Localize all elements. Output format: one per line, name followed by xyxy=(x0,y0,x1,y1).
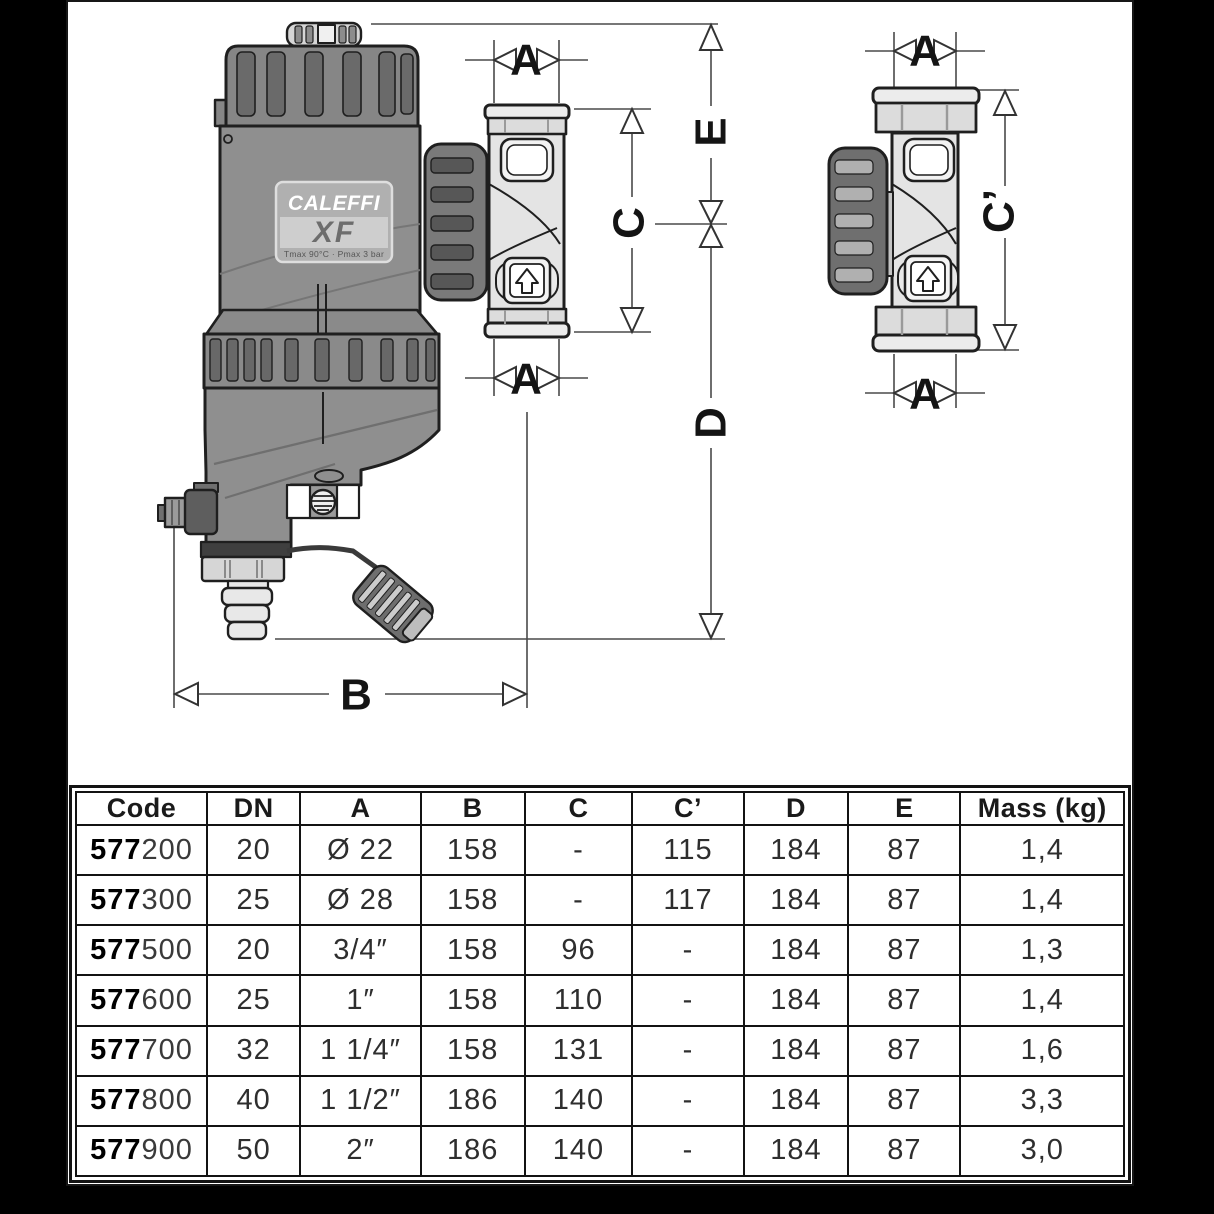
dim-label-d: D xyxy=(686,407,736,439)
code-suffix: 700 xyxy=(141,1034,193,1067)
value-cell: - xyxy=(632,1026,743,1076)
dim-label-a2-top: A xyxy=(909,26,941,76)
value-cell: 186 xyxy=(421,1126,525,1176)
value-cell: 184 xyxy=(744,875,849,925)
value-cell: 20 xyxy=(207,925,300,975)
fitting-side-view xyxy=(829,88,979,351)
technical-drawing xyxy=(68,2,1132,785)
product-label xyxy=(276,182,392,262)
column-header: C’ xyxy=(632,792,743,825)
dim-label-a-top: A xyxy=(510,35,542,85)
code-cell xyxy=(76,1076,207,1126)
value-cell: 1 1/4″ xyxy=(300,1026,421,1076)
table-row xyxy=(76,1126,1124,1176)
code-prefix: 577 xyxy=(90,1084,142,1117)
code-prefix: 577 xyxy=(90,933,142,966)
table-row xyxy=(76,925,1124,975)
value-cell: 117 xyxy=(632,875,743,925)
value-cell: 1,4 xyxy=(960,825,1124,875)
value-cell: 115 xyxy=(632,825,743,875)
main-device xyxy=(158,23,569,647)
value-cell: 25 xyxy=(207,875,300,925)
value-cell: 2″ xyxy=(300,1126,421,1176)
table-header-row xyxy=(76,792,1124,825)
table-row xyxy=(76,1026,1124,1076)
model-name: XF xyxy=(312,216,356,249)
code-cell xyxy=(76,875,207,925)
value-cell: 110 xyxy=(525,975,633,1025)
funnel-body xyxy=(205,388,439,550)
code-suffix: 800 xyxy=(141,1084,193,1117)
union-nut xyxy=(425,144,493,300)
value-cell: Ø 22 xyxy=(300,825,421,875)
value-cell: 1,3 xyxy=(960,925,1124,975)
code-cell xyxy=(76,1026,207,1076)
value-cell: 158 xyxy=(421,825,525,875)
column-header: E xyxy=(848,792,960,825)
value-cell: 3/4″ xyxy=(300,925,421,975)
value-cell: 96 xyxy=(525,925,633,975)
value-cell: 1,6 xyxy=(960,1026,1124,1076)
value-cell: Ø 28 xyxy=(300,875,421,925)
code-prefix: 577 xyxy=(90,1034,142,1067)
value-cell: 3,3 xyxy=(960,1076,1124,1126)
dim-label-b: B xyxy=(340,670,372,720)
value-cell: 3,0 xyxy=(960,1126,1124,1176)
value-cell: - xyxy=(632,1126,743,1176)
code-prefix: 577 xyxy=(90,833,142,866)
value-cell: 40 xyxy=(207,1076,300,1126)
top-cap xyxy=(215,46,418,126)
column-header: DN xyxy=(207,792,300,825)
value-cell: 184 xyxy=(744,925,849,975)
column-header: Code xyxy=(76,792,207,825)
dim-label-e: E xyxy=(686,117,736,147)
column-header: C xyxy=(525,792,633,825)
value-cell: 158 xyxy=(421,875,525,925)
hose-connection xyxy=(201,542,291,639)
dimensions-table-frame xyxy=(69,785,1131,1183)
value-cell: 87 xyxy=(848,875,960,925)
value-cell: 87 xyxy=(848,825,960,875)
value-cell: - xyxy=(632,975,743,1025)
value-cell: 87 xyxy=(848,1126,960,1176)
code-prefix: 577 xyxy=(90,883,142,916)
value-cell: 50 xyxy=(207,1126,300,1176)
value-cell: 158 xyxy=(421,1026,525,1076)
dim-label-a2-bottom: A xyxy=(909,369,941,419)
column-header: B xyxy=(421,792,525,825)
value-cell: - xyxy=(632,925,743,975)
value-cell: 186 xyxy=(421,1076,525,1126)
code-cell xyxy=(76,825,207,875)
value-cell: 87 xyxy=(848,1026,960,1076)
value-cell: 158 xyxy=(421,925,525,975)
brand-logo: CALEFFI xyxy=(287,192,381,215)
value-cell: - xyxy=(525,875,633,925)
table-row xyxy=(76,975,1124,1025)
dim-label-c: C xyxy=(604,207,654,239)
value-cell: 25 xyxy=(207,975,300,1025)
value-cell: 184 xyxy=(744,1076,849,1126)
value-cell: 184 xyxy=(744,1026,849,1076)
table-row xyxy=(76,1076,1124,1126)
code-cell xyxy=(76,975,207,1025)
table-header xyxy=(76,792,1124,825)
code-cell xyxy=(76,1126,207,1176)
value-cell: 1,4 xyxy=(960,975,1124,1025)
value-cell: 184 xyxy=(744,975,849,1025)
value-cell: 131 xyxy=(525,1026,633,1076)
dim-label-c-prime: C’ xyxy=(974,189,1024,233)
code-prefix: 577 xyxy=(90,983,142,1016)
value-cell: 87 xyxy=(848,925,960,975)
column-header: A xyxy=(300,792,421,825)
column-header: D xyxy=(744,792,849,825)
value-cell: 158 xyxy=(421,975,525,1025)
column-header: Mass (kg) xyxy=(960,792,1124,825)
code-prefix: 577 xyxy=(90,1134,142,1167)
value-cell: 20 xyxy=(207,825,300,875)
dimensions-table xyxy=(75,791,1125,1177)
value-cell: 87 xyxy=(848,1076,960,1126)
value-cell: 87 xyxy=(848,975,960,1025)
table-row xyxy=(76,825,1124,875)
code-cell xyxy=(76,925,207,975)
label-specs: Tmax 90°C · Pmax 3 bar xyxy=(283,249,385,259)
tee-fitting xyxy=(485,105,569,337)
value-cell: 1″ xyxy=(300,975,421,1025)
value-cell: 1 1/2″ xyxy=(300,1076,421,1126)
code-suffix: 500 xyxy=(141,933,193,966)
code-suffix: 600 xyxy=(141,983,193,1016)
value-cell: 140 xyxy=(525,1126,633,1176)
drain-valve xyxy=(158,483,218,534)
drain-cap xyxy=(287,548,438,648)
value-cell: 184 xyxy=(744,1126,849,1176)
value-cell: - xyxy=(632,1076,743,1126)
rib-band xyxy=(204,308,439,388)
bracket-fittings xyxy=(287,485,359,518)
table-body xyxy=(76,825,1124,1176)
value-cell: 140 xyxy=(525,1076,633,1126)
side-union-nut xyxy=(829,148,887,294)
value-cell: - xyxy=(525,825,633,875)
code-suffix: 900 xyxy=(141,1134,193,1167)
datasheet-panel xyxy=(66,0,1134,1186)
value-cell: 1,4 xyxy=(960,875,1124,925)
value-cell: 32 xyxy=(207,1026,300,1076)
table-row xyxy=(76,875,1124,925)
dim-label-a-bottom: A xyxy=(510,354,542,404)
code-suffix: 200 xyxy=(141,833,193,866)
value-cell: 184 xyxy=(744,825,849,875)
code-suffix: 300 xyxy=(141,883,193,916)
